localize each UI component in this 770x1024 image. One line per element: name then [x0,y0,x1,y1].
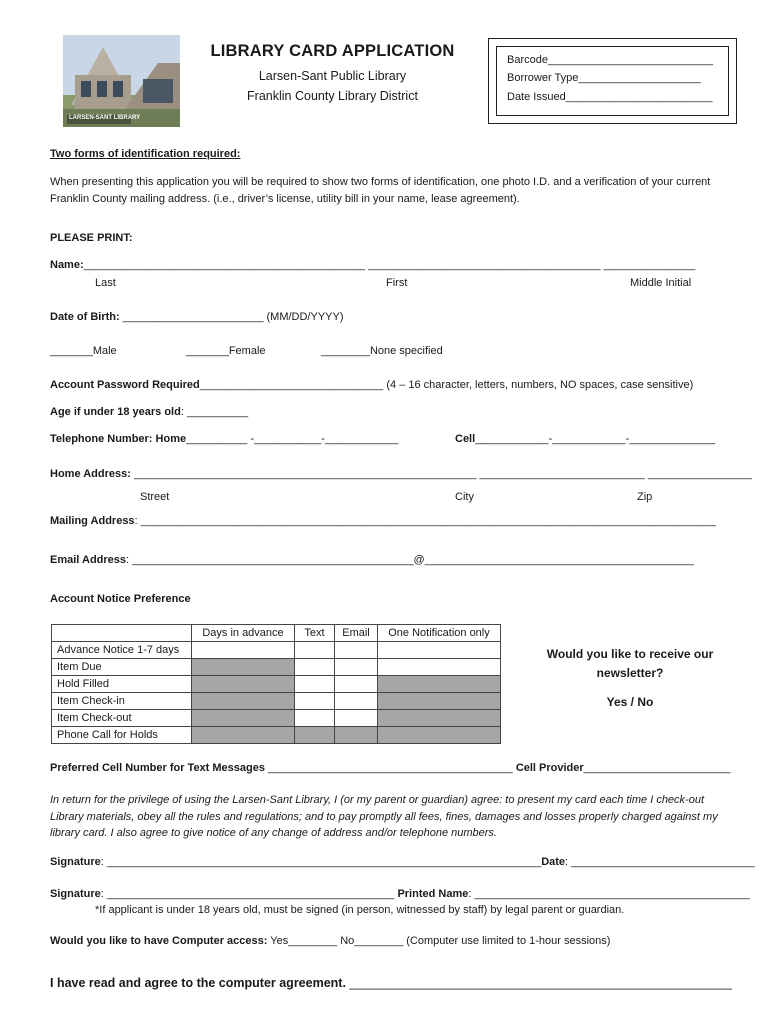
dob-line[interactable]: _______________________ (MM/DD/YYYY) [119,311,344,323]
computer-access-field[interactable] [50,935,610,947]
computer-agreement-line[interactable]: _______________________________________________________ [345,976,732,990]
district-name: Franklin County Library District [247,89,418,103]
guardian-signature-line[interactable]: : _______________________________________________ [100,888,398,900]
date-line[interactable]: : ______________________________ [565,856,755,868]
table-corner-cell [52,625,192,642]
email-cell[interactable] [335,693,378,710]
text-cell[interactable] [295,676,335,693]
female-option[interactable]: _______Female [186,345,266,357]
home-phone-line[interactable]: __________ -___________-____________ [186,433,399,445]
one-notification-cell-disabled [378,727,501,744]
signature-label: Signature [50,856,101,868]
row-label: Hold Filled [52,676,192,693]
one-notification-cell-disabled [378,693,501,710]
first-name-caption: First [386,277,408,289]
table-header-row [52,625,501,642]
row-label: Item Due [52,659,192,676]
guardian-signature-label: Signature [50,888,101,900]
cell-provider-line[interactable]: ________________________ [583,762,731,774]
city-caption: City [455,491,474,503]
guardian-signature-field[interactable] [50,888,750,900]
notice-preference-table [51,624,501,744]
signature-line[interactable]: : _______________________________________________________________________ [100,856,542,868]
home-address-field[interactable] [50,468,752,480]
dob-field[interactable] [50,311,344,323]
please-print-heading: PLEASE PRINT: [50,232,133,244]
col-one-notification: One Notification only [378,625,501,642]
one-notification-cell[interactable] [378,642,501,659]
computer-access-label: Would you like to have Computer access: [50,935,268,947]
mailing-address-field[interactable] [50,515,716,527]
photo-caption: LARSEN-SANT LIBRARY [69,115,141,121]
male-option[interactable]: _______Male [50,345,117,357]
computer-agreement-label: I have read and agree to the computer agreement. [50,976,346,990]
newsletter-question [540,645,720,712]
last-name-caption: Last [95,277,116,289]
borrower-type-field[interactable]: Borrower Type____________________ [507,72,701,84]
col-text: Text [295,625,335,642]
mailing-address-label: Mailing Address [50,515,135,527]
days-cell-disabled [192,710,295,727]
one-notification-cell-disabled [378,710,501,727]
library-building-photo [63,35,180,127]
table-row [52,676,501,693]
newsletter-yes-no[interactable]: Yes / No [606,695,654,709]
table-row [52,727,501,744]
col-email: Email [335,625,378,642]
id-heading: Two forms of identification required: [50,148,241,160]
home-phone-field[interactable] [50,433,398,445]
table-row [52,642,501,659]
email-line[interactable]: : ______________________________________________@____________________________________________ [126,554,694,566]
notice-preference-heading: Account Notice Preference [50,593,191,605]
form-header [195,42,470,103]
days-cell-disabled [192,727,295,744]
text-cell[interactable] [295,710,335,727]
age-field[interactable] [50,406,248,418]
days-cell-disabled [192,693,295,710]
age-line[interactable]: : __________ [180,406,249,418]
text-cell[interactable] [295,659,335,676]
id-instructions: When presenting this application you will be required to show two forms of identification, one photo I.D. and a verification of your current Franklin County mailing address. (i.e., driver’s license, utility bill in your name, lease agreement). [50,176,711,205]
email-cell[interactable] [335,659,378,676]
newsletter-question-line1: Would you like to receive our [546,647,714,661]
agreement-text: In return for the privilege of using the Larsen-Sant Library, I (or my parent or guardian) agree: to present my card each time I check-out Library materials, obey all the rules and regulations; and to pay promptly all fees, fines, damages and losses properly charged against my library card. I also agree to give notice of any change of address and/or telephone numbers. [50,794,718,839]
telephone-label: Telephone Number: Home [50,433,187,445]
barcode-field[interactable]: Barcode___________________________ [507,54,714,66]
home-address-line[interactable]: ________________________________________________________ ___________________________ _________________ [130,468,752,480]
name-field[interactable] [50,259,695,271]
row-label: Phone Call for Holds [52,727,192,744]
text-cell-disabled [295,727,335,744]
zip-caption: Zip [637,491,653,503]
guardian-note: *If applicant is under 18 years old, must be signed (in person, witnessed by staff) by legal parent or guardian. [95,904,625,916]
library-name: Larsen-Sant Public Library [258,69,407,83]
printed-name-line[interactable]: : _____________________________________________ [468,888,750,900]
cell-phone-field[interactable] [455,433,715,445]
cell-provider-label: Cell Provider [515,762,584,774]
row-label: Item Check-out [52,710,192,727]
email-cell[interactable] [335,710,378,727]
cell-phone-line[interactable]: ____________-____________-______________ [475,433,715,445]
one-notification-cell-disabled [378,676,501,693]
street-caption: Street [140,491,170,503]
computer-agreement-field[interactable] [50,976,732,990]
days-cell[interactable] [192,642,295,659]
date-label: Date [541,856,566,868]
signature-field[interactable] [50,856,755,868]
email-cell[interactable] [335,642,378,659]
table-row [52,710,501,727]
age-label: Age if under 18 years old [50,406,181,418]
printed-name-label: Printed Name [397,888,469,900]
email-label: Email Address [50,554,127,566]
text-cell-line[interactable]: ________________________________________ [264,762,516,774]
name-label: Name: [50,259,84,271]
email-cell-disabled [335,727,378,744]
text-cell[interactable] [295,693,335,710]
form-title: LIBRARY CARD APPLICATION [210,42,455,60]
dob-label: Date of Birth: [50,311,120,323]
days-cell-disabled [192,676,295,693]
name-line[interactable]: ______________________________________________ ______________________________________ _______________ [83,259,696,271]
cell-label: Cell [455,433,476,445]
computer-access-options[interactable]: Yes________ No________ (Computer use limited to 1-hour sessions) [267,935,611,947]
email-cell[interactable] [335,676,378,693]
mailing-address-line[interactable]: : ______________________________________________________________________________________________ [134,515,716,527]
none-specified-option[interactable]: ________None specified [321,345,443,357]
home-address-label: Home Address: [50,468,131,480]
col-days-in-advance: Days in advance [192,625,295,642]
one-notification-cell[interactable] [378,659,501,676]
building-illustration [63,35,180,127]
row-label: Advance Notice 1-7 days [52,642,192,659]
password-field[interactable] [50,379,693,391]
password-label: Account Password Required [50,379,200,391]
table-row [52,693,501,710]
password-note: (4 – 16 character, letters, numbers, NO spaces, case sensitive) [383,379,694,391]
table-row [52,659,501,676]
password-line[interactable]: ______________________________ [199,379,384,391]
text-cell-label: Preferred Cell Number for Text Messages [50,762,265,774]
middle-initial-caption: Middle Initial [630,277,692,289]
email-field[interactable] [50,554,694,566]
row-label: Item Check-in [52,693,192,710]
newsletter-question-line2: newsletter? [596,666,664,680]
date-issued-field[interactable]: Date Issued________________________ [507,91,713,103]
days-cell-disabled [192,659,295,676]
text-cell[interactable] [295,642,335,659]
text-cell-field[interactable] [50,762,731,774]
